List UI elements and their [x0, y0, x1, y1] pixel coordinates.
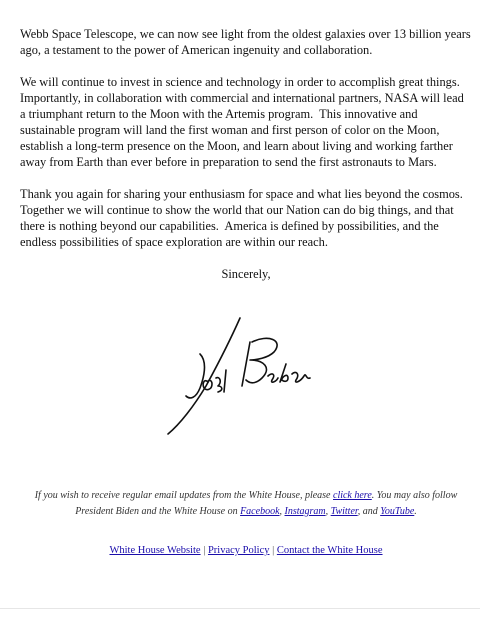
- note-sep-2: ,: [325, 506, 331, 517]
- footer-links: [20, 543, 472, 559]
- signature-image: [160, 312, 320, 440]
- instagram-link[interactable]: Instagram: [284, 506, 326, 517]
- note-middle: . You may also follow President Biden and the White House on: [75, 490, 458, 517]
- click-here-link[interactable]: click here: [333, 490, 372, 501]
- footer-divider-1: |: [200, 545, 208, 556]
- letter-paragraph-3: Thank you again for sharing your enthusiasm for space and what lies beyond the cosmos. Together we will continue to show the world that our Nation can do big things, and that there is nothing beyond our capabilities. America is defined by possibilities, and the endless possibilities of space exploration are within our reach.: [20, 187, 469, 249]
- note-sep-3: , and: [357, 506, 381, 517]
- privacy-policy-link[interactable]: Privacy Policy: [207, 545, 270, 556]
- contact-white-house-link[interactable]: Contact the White House: [276, 545, 383, 556]
- letter-paragraph-2: We will continue to invest in science and technology in order to accomplish great things. Importantly, in collaboration with commercial and international partners, NASA will lead a triumphant return to the Moon with the Artemis program. This innovative and sustainable program will land the first woman and first person of color on the Moon, establish a long-term presence on the Moon, and learn about living and working farther away from Earth than ever before in preparation to send the first astronauts to Mars.: [20, 75, 467, 169]
- facebook-link[interactable]: Facebook: [240, 506, 280, 517]
- letter-paragraph-1: Webb Space Telescope, we can now see light from the oldest galaxies over 13 billion years ago, a testament to the power of American ingenuity and collaboration.: [20, 27, 474, 57]
- closing-salutation: Sincerely,: [221, 267, 271, 281]
- white-house-website-link[interactable]: White House Website: [109, 545, 201, 556]
- letter-body: [20, 26, 472, 282]
- note-end: .: [414, 506, 417, 517]
- note-sep-1: ,: [279, 506, 285, 517]
- bottom-divider: [0, 608, 480, 609]
- note-prefix: If you wish to receive regular email updates from the White House, please: [34, 490, 333, 501]
- youtube-link[interactable]: YouTube: [380, 506, 415, 517]
- email-updates-note: [20, 488, 472, 520]
- footer-divider-2: |: [269, 545, 277, 556]
- twitter-link[interactable]: Twitter: [330, 506, 358, 517]
